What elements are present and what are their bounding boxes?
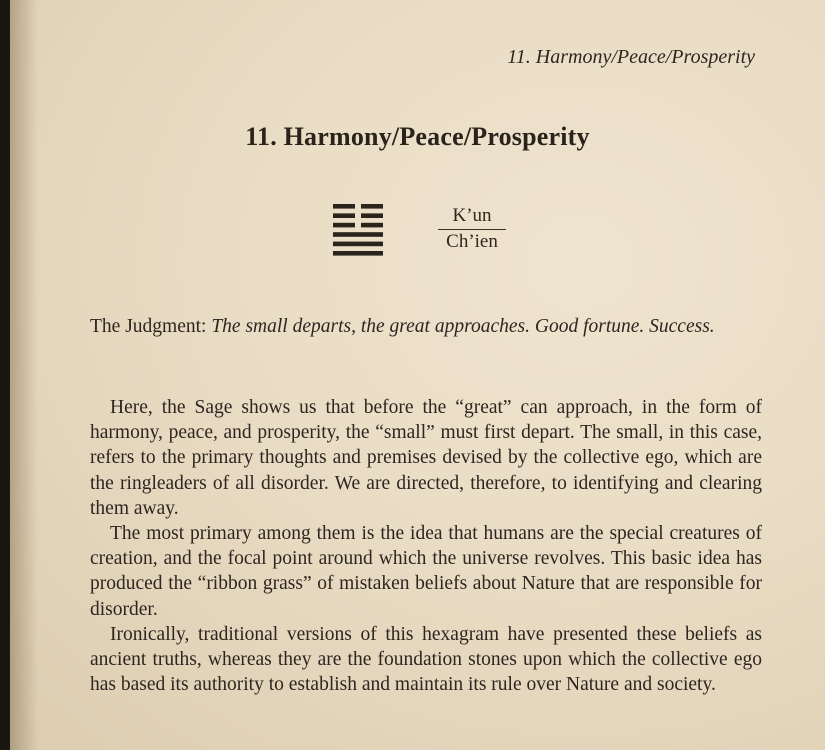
lower-trigram-label: Ch’ien bbox=[446, 231, 498, 252]
hexagram-broken-line bbox=[333, 204, 355, 209]
body-text bbox=[90, 395, 762, 697]
judgment-text: The small departs, the great approaches. Good fortune. Success. bbox=[211, 316, 715, 337]
trigram-labels bbox=[438, 205, 506, 254]
chapter-title: 11. Harmony/Peace/Prosperity bbox=[245, 122, 590, 151]
hexagram-broken-line bbox=[333, 213, 355, 218]
book-page bbox=[10, 0, 825, 750]
hexagram-solid-line bbox=[333, 251, 383, 256]
hexagram-broken-line bbox=[361, 204, 383, 209]
hexagram-solid-line bbox=[333, 242, 383, 247]
judgment-label: The Judgment: bbox=[90, 316, 212, 337]
hexagram-broken-line bbox=[361, 213, 383, 218]
judgment bbox=[90, 314, 762, 339]
hexagram-solid-line bbox=[333, 232, 383, 237]
paragraph: The most primary among them is the idea that humans are the special creatures of creation, and the focal point around which the universe revolves. This basic idea has produced the “ribbon grass” of mistaken beliefs about Nature that are responsible for disorder. bbox=[90, 523, 762, 620]
hexagram-broken-line bbox=[361, 223, 383, 228]
running-head: 11. Harmony/Peace/Prosperity bbox=[507, 46, 755, 68]
hexagram-icon bbox=[333, 204, 383, 258]
paragraph: Ironically, traditional versions of this hexagram have presented these beliefs as ancient truths, whereas they are the foundation stones upon which the collective ego has based its authority to establish and maintain its rule over Nature and society. bbox=[90, 623, 762, 696]
upper-trigram-label: K’un bbox=[438, 205, 506, 230]
hexagram-broken-line bbox=[333, 223, 355, 228]
paragraph: Here, the Sage shows us that before the “great” can approach, in the form of harmony, peace, and prosperity, the “small” must first depart. The small, in this case, refers to the primary thoughts and premises devised by the collective ego, which are the ringleaders of all disorder. We are directed, therefore, to identifying and clearing them away. bbox=[90, 397, 762, 519]
